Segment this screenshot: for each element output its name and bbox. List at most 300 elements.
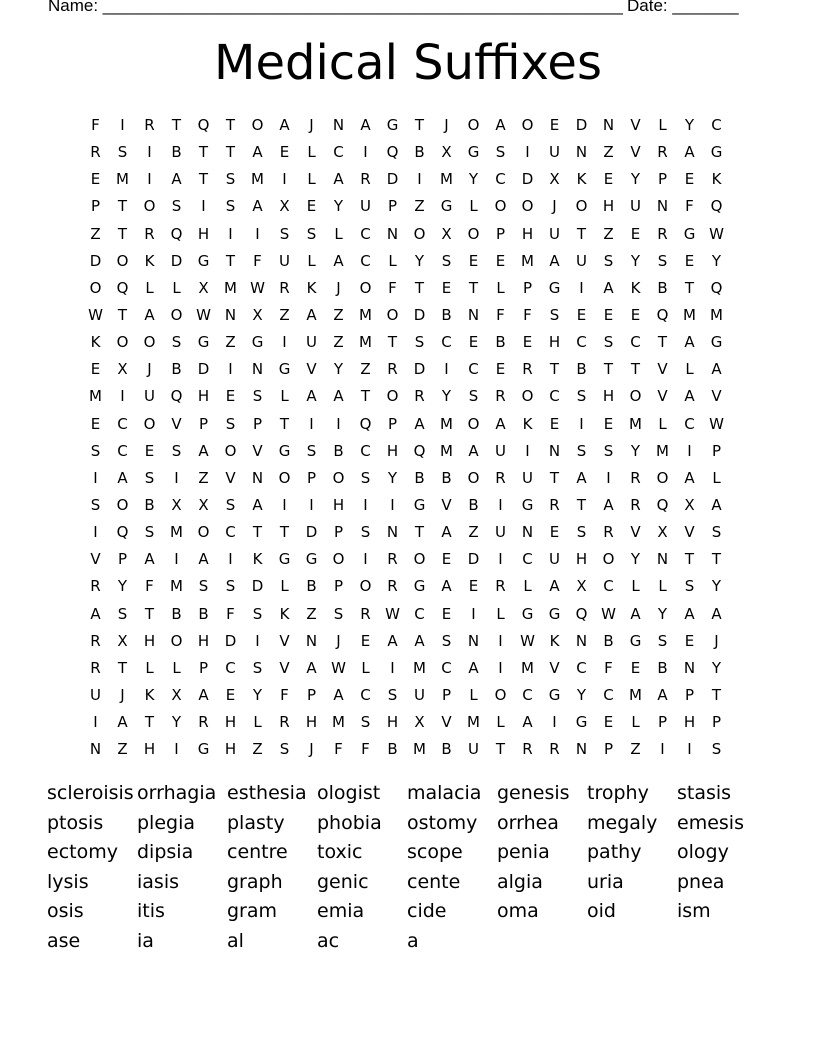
grid-letter: X xyxy=(198,495,209,514)
grid-letter: E xyxy=(90,170,101,189)
grid-letter: G xyxy=(197,333,210,352)
grid-letter: A xyxy=(603,278,614,297)
grid-letter: S xyxy=(549,305,560,324)
word-list-item: uria xyxy=(587,870,624,893)
grid-letter: I xyxy=(552,713,557,732)
grid-letter: R xyxy=(387,577,398,596)
grid-letter: R xyxy=(144,116,155,134)
grid-letter: H xyxy=(602,197,615,216)
grid-letter: A xyxy=(684,333,695,352)
grid-letter: A xyxy=(684,468,695,487)
grid-letter: I xyxy=(255,224,260,243)
grid-letter: O xyxy=(278,468,291,487)
grid-letter: Y xyxy=(684,116,695,134)
grid-letter: P xyxy=(711,441,722,460)
grid-letter: U xyxy=(549,550,560,569)
grid-letter: L xyxy=(145,278,154,297)
grid-letter: A xyxy=(387,631,398,650)
grid-letter: G xyxy=(413,577,426,596)
grid-letter: Z xyxy=(603,143,614,162)
grid-letter: R xyxy=(522,740,533,759)
date-field: Date: _______ xyxy=(627,0,739,15)
grid-letter: L xyxy=(631,713,640,732)
grid-letter: X xyxy=(414,713,425,732)
grid-letter: Y xyxy=(711,658,722,677)
grid-letter: E xyxy=(225,685,236,704)
grid-letter: R xyxy=(522,360,533,379)
grid-letter: S xyxy=(657,631,668,650)
grid-letter: I xyxy=(687,441,692,460)
grid-letter: O xyxy=(170,305,183,324)
grid-letter: I xyxy=(525,143,530,162)
grid-letter: E xyxy=(90,360,101,379)
grid-letter: Y xyxy=(333,197,344,216)
grid-letter: B xyxy=(171,360,182,379)
grid-letter: X xyxy=(171,685,182,704)
grid-letter: T xyxy=(117,224,128,243)
grid-letter: S xyxy=(252,387,263,406)
grid-letter: I xyxy=(228,360,233,379)
grid-letter: X xyxy=(252,305,263,324)
grid-letter: N xyxy=(251,468,264,487)
grid-letter: C xyxy=(495,170,506,189)
word-list-item: ectomy xyxy=(47,841,118,864)
grid-letter: I xyxy=(471,604,476,623)
grid-letter: A xyxy=(630,604,641,623)
grid-letter: T xyxy=(549,360,560,379)
grid-letter: R xyxy=(90,631,101,650)
grid-letter: R xyxy=(495,387,506,406)
grid-letter: Z xyxy=(333,305,344,324)
grid-letter: B xyxy=(171,604,182,623)
grid-letter: U xyxy=(630,197,641,216)
grid-letter: U xyxy=(144,387,155,406)
grid-letter: J xyxy=(309,740,314,759)
grid-letter: P xyxy=(657,170,668,189)
grid-letter: P xyxy=(252,414,263,433)
grid-letter: O xyxy=(224,441,237,460)
grid-letter: T xyxy=(144,604,155,623)
grid-letter: V xyxy=(279,631,290,650)
grid-letter: B xyxy=(198,604,209,623)
grid-letter: A xyxy=(468,441,479,460)
grid-letter: K xyxy=(144,685,155,704)
grid-letter: J xyxy=(120,685,125,704)
grid-letter: O xyxy=(413,224,426,243)
grid-letter: T xyxy=(495,740,506,759)
grid-letter: B xyxy=(387,740,398,759)
grid-letter: U xyxy=(306,333,317,352)
grid-letter: E xyxy=(468,333,479,352)
grid-letter: X xyxy=(198,278,209,297)
grid-letter: S xyxy=(225,414,236,433)
grid-letter: R xyxy=(279,713,290,732)
grid-letter: T xyxy=(198,170,209,189)
grid-letter: S xyxy=(576,387,587,406)
grid-letter: V xyxy=(225,468,236,487)
grid-letter: N xyxy=(332,116,345,134)
grid-letter: N xyxy=(656,197,669,216)
grid-letter: I xyxy=(606,468,611,487)
grid-letter: X xyxy=(171,495,182,514)
grid-letter: I xyxy=(174,468,179,487)
grid-letter: X xyxy=(117,631,128,650)
word-list-item: itis xyxy=(137,900,165,923)
grid-letter: Z xyxy=(279,305,290,324)
grid-letter: O xyxy=(143,414,156,433)
page-title: Medical Suffixes xyxy=(214,35,602,91)
grid-letter: C xyxy=(603,577,614,596)
grid-letter: Q xyxy=(656,305,669,324)
grid-letter: I xyxy=(282,333,287,352)
grid-letter: I xyxy=(498,631,503,650)
grid-letter: M xyxy=(413,740,426,759)
grid-letter: S xyxy=(225,495,236,514)
grid-letter: S xyxy=(225,197,236,216)
grid-letter: L xyxy=(496,713,505,732)
grid-letter: H xyxy=(386,441,399,460)
grid-letter: S xyxy=(171,441,182,460)
grid-letter: P xyxy=(306,685,317,704)
grid-letter: V xyxy=(657,360,668,379)
grid-letter: L xyxy=(253,713,262,732)
grid-letter: E xyxy=(306,197,317,216)
grid-letter: E xyxy=(144,441,155,460)
grid-letter: Z xyxy=(414,197,425,216)
grid-letter: I xyxy=(228,550,233,569)
grid-letter: S xyxy=(90,441,101,460)
grid-letter: D xyxy=(170,251,183,270)
grid-letter: Z xyxy=(468,523,479,542)
grid-letter: O xyxy=(575,197,588,216)
word-list-item: cide xyxy=(407,900,447,923)
grid-letter: X xyxy=(441,143,452,162)
grid-letter: U xyxy=(495,441,506,460)
grid-letter: A xyxy=(360,116,371,134)
word-list-item: ptosis xyxy=(47,811,104,834)
grid-letter: I xyxy=(93,713,98,732)
grid-letter: L xyxy=(280,387,289,406)
grid-letter: E xyxy=(468,577,479,596)
grid-letter: C xyxy=(360,441,371,460)
grid-letter: O xyxy=(89,278,102,297)
grid-letter: E xyxy=(360,631,371,650)
grid-letter: S xyxy=(711,740,722,759)
grid-letter: M xyxy=(332,713,345,732)
grid-letter: E xyxy=(630,658,641,677)
grid-letter: O xyxy=(386,305,399,324)
grid-letter: C xyxy=(576,333,587,352)
word-list-item: emia xyxy=(317,900,365,923)
grid-letter: A xyxy=(333,685,344,704)
grid-letter: T xyxy=(468,278,479,297)
grid-letter: G xyxy=(386,116,399,134)
grid-letter: P xyxy=(495,224,506,243)
name-field: Name: _______________________________________________________ xyxy=(48,0,623,15)
grid-letter: A xyxy=(684,143,695,162)
word-list-item: osis xyxy=(47,900,84,923)
grid-letter: A xyxy=(441,577,452,596)
grid-letter: M xyxy=(170,577,183,596)
grid-letter: A xyxy=(333,251,344,270)
grid-letter: T xyxy=(279,414,290,433)
grid-letter: A xyxy=(522,713,533,732)
grid-letter: P xyxy=(387,414,398,433)
grid-letter: X xyxy=(576,577,587,596)
grid-letter: O xyxy=(332,550,345,569)
grid-letter: L xyxy=(145,658,154,677)
grid-letter: F xyxy=(253,251,262,270)
grid-letter: E xyxy=(549,116,560,134)
grid-letter: H xyxy=(197,631,210,650)
word-list-item: plegia xyxy=(137,811,196,834)
grid-letter: C xyxy=(414,604,425,623)
grid-letter: E xyxy=(90,414,101,433)
grid-letter: V xyxy=(630,523,641,542)
grid-letter: B xyxy=(414,143,425,162)
grid-letter: S xyxy=(171,197,182,216)
grid-letter: Y xyxy=(333,360,344,379)
grid-letter: L xyxy=(469,197,478,216)
grid-letter: R xyxy=(549,740,560,759)
grid-letter: Z xyxy=(603,224,614,243)
grid-letter: S xyxy=(414,333,425,352)
grid-letter: Q xyxy=(116,278,129,297)
grid-letter: M xyxy=(89,387,102,406)
grid-letter: N xyxy=(89,740,102,759)
grid-letter: N xyxy=(386,224,399,243)
grid-letter: T xyxy=(576,495,587,514)
grid-letter: Z xyxy=(225,333,236,352)
grid-letter: R xyxy=(387,360,398,379)
grid-letter: P xyxy=(306,468,317,487)
grid-letter: G xyxy=(197,251,210,270)
grid-letter: S xyxy=(360,523,371,542)
grid-letter: R xyxy=(630,495,641,514)
grid-letter: P xyxy=(198,414,209,433)
grid-letter: W xyxy=(331,658,346,677)
grid-letter: A xyxy=(306,658,317,677)
grid-letter: N xyxy=(683,658,696,677)
grid-letter: V xyxy=(306,360,317,379)
grid-letter: T xyxy=(279,523,290,542)
grid-letter: N xyxy=(521,523,534,542)
grid-letter: M xyxy=(521,658,534,677)
grid-letter: M xyxy=(440,170,453,189)
grid-letter: C xyxy=(684,414,695,433)
grid-letter: N xyxy=(467,631,480,650)
grid-letter: T xyxy=(225,116,236,134)
grid-letter: O xyxy=(656,468,669,487)
grid-letter: S xyxy=(576,523,587,542)
grid-letter: G xyxy=(548,604,561,623)
grid-letter: L xyxy=(685,360,694,379)
grid-letter: O xyxy=(521,197,534,216)
grid-letter: C xyxy=(603,685,614,704)
grid-letter: W xyxy=(196,305,211,324)
grid-letter: N xyxy=(251,360,264,379)
grid-letter: G xyxy=(440,197,453,216)
grid-letter: I xyxy=(282,495,287,514)
grid-letter: F xyxy=(496,305,505,324)
word-list-item: pnea xyxy=(677,870,725,893)
grid-letter: C xyxy=(522,685,533,704)
grid-letter: S xyxy=(171,333,182,352)
grid-letter: T xyxy=(171,116,182,134)
grid-letter: M xyxy=(710,305,723,324)
grid-letter: Z xyxy=(360,360,371,379)
grid-letter: L xyxy=(469,685,478,704)
word-list-item: algia xyxy=(497,870,543,893)
grid-letter: W xyxy=(385,604,400,623)
grid-letter: Q xyxy=(413,441,426,460)
grid-letter: R xyxy=(657,143,668,162)
grid-letter: O xyxy=(332,468,345,487)
grid-letter: P xyxy=(522,278,533,297)
grid-letter: Y xyxy=(711,577,722,596)
grid-letter: Y xyxy=(252,685,263,704)
grid-letter: U xyxy=(360,197,371,216)
grid-letter: O xyxy=(467,414,480,433)
word-list-item: centre xyxy=(227,841,288,864)
grid-letter: A xyxy=(333,170,344,189)
grid-letter: Q xyxy=(197,116,210,134)
grid-letter: Y xyxy=(468,170,479,189)
grid-letter: G xyxy=(467,143,480,162)
grid-letter: K xyxy=(144,251,155,270)
grid-letter: M xyxy=(251,170,264,189)
grid-letter: E xyxy=(495,251,506,270)
grid-letter: Y xyxy=(657,604,668,623)
grid-letter: O xyxy=(602,550,615,569)
word-list-item: iasis xyxy=(137,870,179,893)
grid-letter: A xyxy=(198,685,209,704)
grid-letter: B xyxy=(333,441,344,460)
grid-letter: B xyxy=(441,305,452,324)
grid-letter: B xyxy=(657,278,668,297)
grid-letter: L xyxy=(523,577,532,596)
grid-letter: R xyxy=(90,577,101,596)
word-list-item: ology xyxy=(677,841,729,864)
grid-letter: K xyxy=(630,278,641,297)
grid-letter: F xyxy=(361,740,370,759)
grid-letter: I xyxy=(417,170,422,189)
grid-letter: S xyxy=(657,251,668,270)
grid-letter: S xyxy=(360,713,371,732)
grid-letter: E xyxy=(549,523,560,542)
grid-letter: S xyxy=(306,441,317,460)
grid-letter: H xyxy=(332,495,345,514)
grid-letter: N xyxy=(575,740,588,759)
grid-letter: H xyxy=(575,550,588,569)
grid-letter: B xyxy=(657,658,668,677)
grid-letter: L xyxy=(658,116,667,134)
grid-letter: Y xyxy=(441,387,452,406)
grid-letter: F xyxy=(226,604,235,623)
grid-letter: M xyxy=(629,414,642,433)
grid-letter: O xyxy=(494,685,507,704)
word-list-item: oma xyxy=(497,900,539,923)
grid-letter: L xyxy=(658,414,667,433)
word-list-item: graph xyxy=(227,870,283,893)
grid-letter: H xyxy=(521,224,534,243)
word-list-item: genesis xyxy=(497,782,570,804)
grid-letter: S xyxy=(360,468,371,487)
grid-letter: A xyxy=(414,631,425,650)
grid-letter: S xyxy=(333,604,344,623)
grid-letter: E xyxy=(576,305,587,324)
grid-letter: P xyxy=(711,713,722,732)
grid-letter: L xyxy=(361,658,370,677)
grid-letter: T xyxy=(414,523,425,542)
grid-letter: A xyxy=(549,577,560,596)
grid-letter: C xyxy=(522,550,533,569)
grid-letter: D xyxy=(575,116,588,134)
grid-letter: S xyxy=(225,577,236,596)
grid-letter: A xyxy=(711,495,722,514)
grid-letter: W xyxy=(709,414,724,433)
grid-letter: E xyxy=(684,631,695,650)
word-list-item: plasty xyxy=(227,811,285,834)
word-list-item: dipsia xyxy=(137,841,194,864)
grid-letter: C xyxy=(117,441,128,460)
grid-letter: L xyxy=(631,577,640,596)
grid-letter: E xyxy=(522,333,533,352)
grid-letter: I xyxy=(174,740,179,759)
grid-letter: S xyxy=(711,523,722,542)
grid-letter: I xyxy=(444,360,449,379)
grid-letter: A xyxy=(333,387,344,406)
grid-letter: M xyxy=(359,333,372,352)
word-list-item: ism xyxy=(677,900,711,923)
word-list-item: gram xyxy=(227,900,278,923)
grid-letter: A xyxy=(711,360,722,379)
grid-letter: W xyxy=(709,224,724,243)
grid-letter: M xyxy=(629,685,642,704)
grid-letter: S xyxy=(684,577,695,596)
grid-letter: T xyxy=(117,197,128,216)
grid-letter: U xyxy=(279,251,290,270)
grid-letter: U xyxy=(468,740,479,759)
word-list-item: ologist xyxy=(317,782,381,804)
word-list-item: scope xyxy=(407,841,463,864)
grid-letter: I xyxy=(201,197,206,216)
grid-letter: I xyxy=(660,740,665,759)
word-list-item: orrhea xyxy=(497,811,559,834)
grid-letter: E xyxy=(441,604,452,623)
grid-letter: X xyxy=(117,360,128,379)
grid-letter: O xyxy=(143,333,156,352)
grid-letter: J xyxy=(552,197,557,216)
grid-letter: Y xyxy=(630,170,641,189)
grid-letter: Q xyxy=(170,224,183,243)
grid-letter: D xyxy=(89,251,102,270)
grid-letter: C xyxy=(360,251,371,270)
grid-letter: X xyxy=(657,523,668,542)
grid-letter: L xyxy=(172,278,181,297)
grid-letter: S xyxy=(441,251,452,270)
grid-letter: I xyxy=(336,414,341,433)
grid-letter: R xyxy=(387,550,398,569)
grid-letter: O xyxy=(170,631,183,650)
grid-letter: B xyxy=(468,495,479,514)
grid-letter: E xyxy=(603,305,614,324)
grid-letter: Y xyxy=(630,441,641,460)
grid-letter: Q xyxy=(170,387,183,406)
grid-letter: H xyxy=(602,387,615,406)
grid-letter: S xyxy=(117,604,128,623)
grid-letter: G xyxy=(548,685,561,704)
